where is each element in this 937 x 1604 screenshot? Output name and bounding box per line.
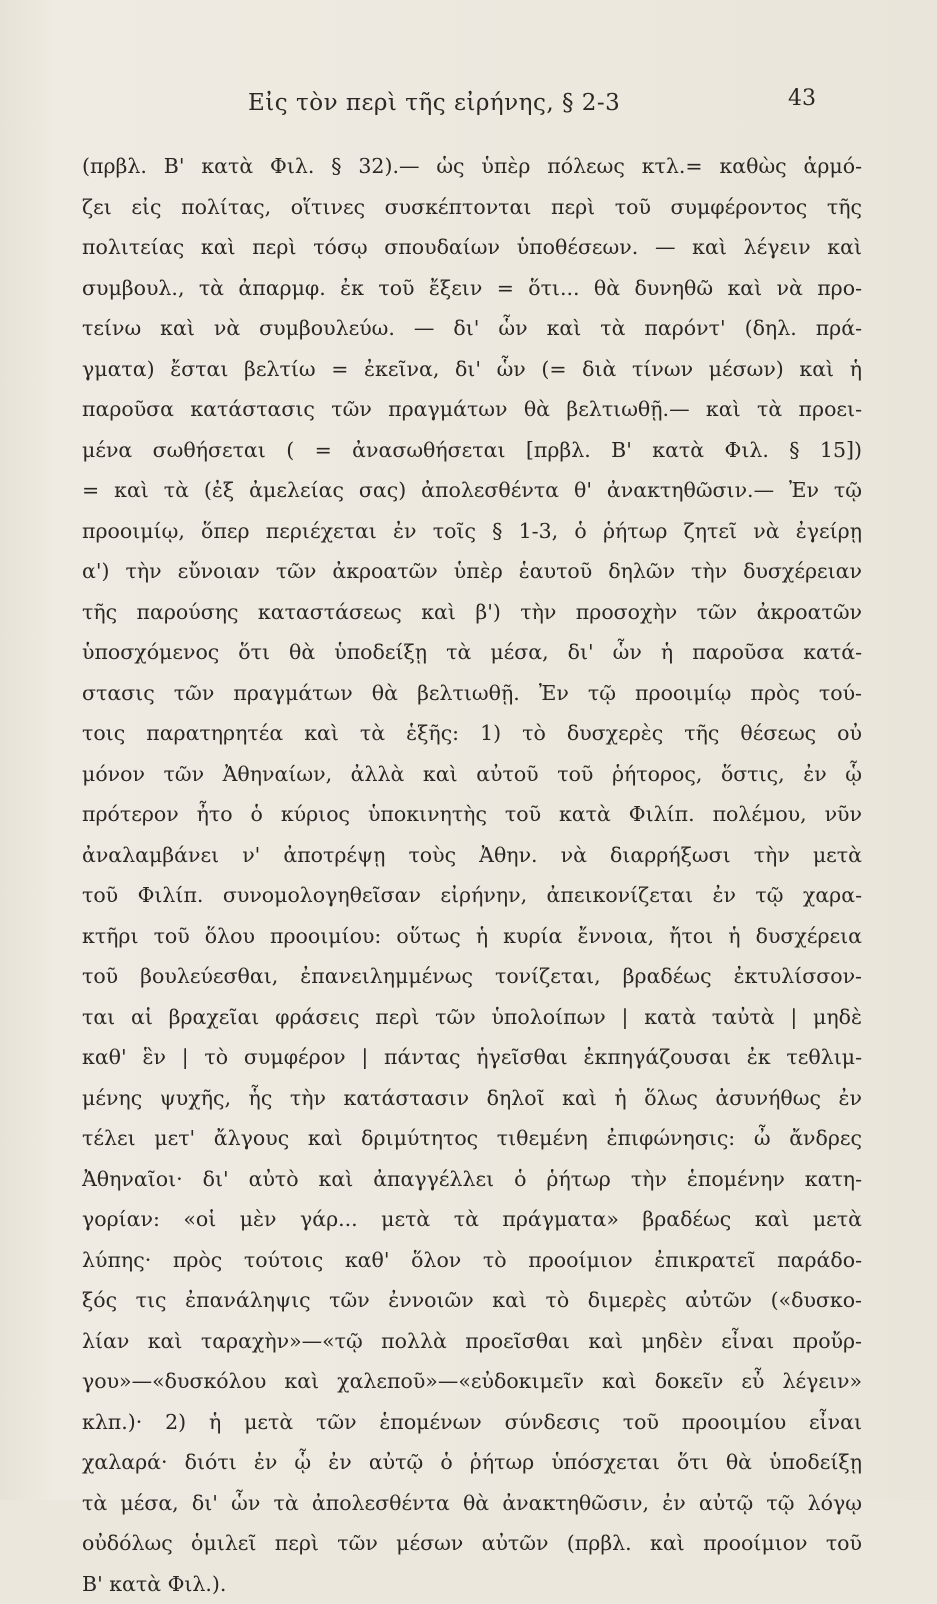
- text-line: ἀναλαμβάνει ν' ἀποτρέψῃ τοὺς Ἀθην. νὰ διαρρήξωσι τὴν μετὰ: [82, 835, 862, 876]
- text-line: μόνον τῶν Ἀθηναίων, ἀλλὰ καὶ αὐτοῦ τοῦ ῥήτορος, ὅστις, ἐν ᾧ: [82, 754, 862, 795]
- text-line: Ἀθηναῖοι· δι' αὐτὸ καὶ ἀπαγγέλλει ὁ ῥήτωρ τὴν ἑπομένην κατη-: [82, 1159, 862, 1200]
- body-text: [82, 146, 862, 1604]
- text-line: καθ' ἓν | τὸ συμφέρον | πάντας ἡγεῖσθαι ἐκπηγάζουσαι ἐκ τεθλιμ-: [82, 1037, 862, 1078]
- running-title: Εἰς τὸν περὶ τῆς εἰρήνης, § 2-3: [248, 90, 620, 116]
- text-line: ζει εἰς πολίτας, οἵτινες συσκέπτονται περὶ τοῦ συμφέροντος τῆς: [82, 187, 862, 228]
- page-header: [0, 86, 937, 126]
- text-line: ὑποσχόμενος ὅτι θὰ ὑποδείξῃ τὰ μέσα, δι' ὧν ἡ παροῦσα κατά-: [82, 632, 862, 673]
- text-line: ξός τις ἐπανάληψις τῶν ἐννοιῶν καὶ τὸ διμερὲς αὐτῶν («δυσκο-: [82, 1280, 862, 1321]
- text-line: γου»—«δυσκόλου καὶ χαλεποῦ»—«εὐδοκιμεῖν καὶ δοκεῖν εὖ λέγειν»: [82, 1361, 862, 1402]
- text-line: = καὶ τὰ (ἐξ ἀμελείας σας) ἀπολεσθέντα θ' ἀνακτηθῶσιν.— Ἐν τῷ: [82, 470, 862, 511]
- text-line: λύπης· πρὸς τούτοις καθ' ὅλον τὸ προοίμιον ἐπικρατεῖ παράδο-: [82, 1240, 862, 1281]
- text-line: συμβουλ., τὰ ἀπαρμφ. ἐκ τοῦ ἔξειν = ὅτι... θὰ δυνηθῶ καὶ νὰ προ-: [82, 268, 862, 309]
- text-line: λίαν καὶ ταραχὴν»—«τῷ πολλὰ προεῖσθαι καὶ μηδὲν εἶναι προὔρ-: [82, 1321, 862, 1362]
- text-line: τοις παρατηρητέα καὶ τὰ ἑξῆς: 1) τὸ δυσχερὲς τῆς θέσεως οὐ: [82, 713, 862, 754]
- text-line: πολιτείας καὶ περὶ τόσῳ σπουδαίων ὑποθέσεων. — καὶ λέγειν καὶ: [82, 227, 862, 268]
- text-line: παροῦσα κατάστασις τῶν πραγμάτων θὰ βελτιωθῇ.— καὶ τὰ προει-: [82, 389, 862, 430]
- text-line: γματα) ἔσται βελτίω = ἐκεῖνα, δι' ὧν (= διὰ τίνων μέσων) καὶ ἡ: [82, 349, 862, 390]
- text-line: Β' κατὰ Φιλ.).: [82, 1564, 862, 1604]
- text-line: (πρβλ. Β' κατὰ Φιλ. § 32).— ὡς ὑπὲρ πόλεως κτλ.= καθὼς ἁρμό-: [82, 146, 862, 187]
- text-line: οὐδόλως ὁμιλεῖ περὶ τῶν μέσων αὐτῶν (πρβλ. καὶ προοίμιον τοῦ: [82, 1523, 862, 1564]
- text-line: χαλαρά· διότι ἐν ᾧ ἐν αὐτῷ ὁ ῥήτωρ ὑπόσχεται ὅτι θὰ ὑποδείξῃ: [82, 1442, 862, 1483]
- text-line: τὰ μέσα, δι' ὧν τὰ ἀπολεσθέντα θὰ ἀνακτηθῶσιν, ἐν αὐτῷ τῷ λόγῳ: [82, 1483, 862, 1524]
- text-line: τοῦ Φιλίπ. συνομολογηθεῖσαν εἰρήνην, ἀπεικονίζεται ἐν τῷ χαρα-: [82, 875, 862, 916]
- text-line: προοιμίῳ, ὅπερ περιέχεται ἐν τοῖς § 1-3, ὁ ῥήτωρ ζητεῖ νὰ ἐγείρῃ: [82, 511, 862, 552]
- text-line: α') τὴν εὔνοιαν τῶν ἀκροατῶν ὑπὲρ ἑαυτοῦ δηλῶν τὴν δυσχέρειαν: [82, 551, 862, 592]
- text-line: στασις τῶν πραγμάτων θὰ βελτιωθῇ. Ἐν τῷ προοιμίῳ πρὸς τού-: [82, 673, 862, 714]
- text-line: γορίαν: «οἱ μὲν γάρ... μετὰ τὰ πράγματα» βραδέως καὶ μετὰ: [82, 1199, 862, 1240]
- text-line: τέλει μετ' ἄλγους καὶ δριμύτητος τιθεμένη ἐπιφώνησις: ὦ ἄνδρες: [82, 1118, 862, 1159]
- text-line: τοῦ βουλεύεσθαι, ἐπανειλημμένως τονίζεται, βραδέως ἐκτυλίσσον-: [82, 956, 862, 997]
- text-line: ται αἱ βραχεῖαι φράσεις περὶ τῶν ὑπολοίπων | κατὰ ταὐτὰ | μηδὲ: [82, 997, 862, 1038]
- text-line: κτῆρι τοῦ ὅλου προοιμίου: οὕτως ἡ κυρία ἔννοια, ἤτοι ἡ δυσχέρεια: [82, 916, 862, 957]
- text-line: τῆς παρούσης καταστάσεως καὶ β') τὴν προσοχὴν τῶν ἀκροατῶν: [82, 592, 862, 633]
- page-number: 43: [788, 86, 816, 111]
- text-line: κλπ.)· 2) ἡ μετὰ τῶν ἑπομένων σύνδεσις τοῦ προοιμίου εἶναι: [82, 1402, 862, 1443]
- text-line: μένα σωθήσεται ( = ἀνασωθήσεται [πρβλ. Β' κατὰ Φιλ. § 15]): [82, 430, 862, 471]
- text-line: τείνω καὶ νὰ συμβουλεύω. — δι' ὧν καὶ τὰ παρόντ' (δηλ. πρά-: [82, 308, 862, 349]
- text-line: πρότερον ἦτο ὁ κύριος ὑποκινητὴς τοῦ κατὰ Φιλίπ. πολέμου, νῦν: [82, 794, 862, 835]
- text-line: μένης ψυχῆς, ἧς τὴν κατάστασιν δηλοῖ καὶ ἡ ὅλως ἀσυνήθως ἐν: [82, 1078, 862, 1119]
